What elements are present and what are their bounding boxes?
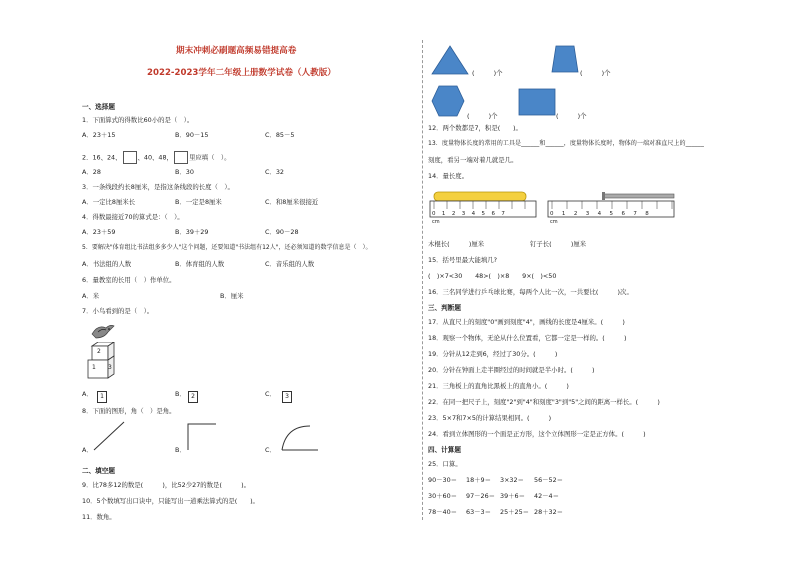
calc-row-3-col-2: 63－3＝	[466, 508, 491, 516]
calc-row-2-col-3: 39＋6＝	[500, 492, 525, 500]
question-25: 25．口算。	[428, 460, 462, 468]
q2-option-c: C．32	[265, 168, 284, 176]
section-calc: 四、计算题	[428, 446, 461, 454]
question-24: 24．看到立体图形的一个面是正方形，这个立体图形一定是正方体。( )	[428, 430, 646, 438]
q4-option-b: B．39＋29	[175, 228, 209, 236]
calc-row-3-col-4: 28＋32＝	[534, 508, 564, 516]
square-count: ( )个	[556, 112, 587, 120]
question-10: 10．5个数填写出口诀中，只能写出一道乘法算式的是( )。	[82, 497, 259, 505]
angle-figure	[186, 420, 222, 452]
question-18: 18．观察一个物体，无论从什么位置看，它都一定是一样的。( )	[428, 334, 627, 342]
square-shape	[518, 88, 556, 116]
question-22: 22．在同一把尺子上，刻度"2"到"4"和刻度"3"到"5"之间的距离一样长。( )	[428, 398, 660, 406]
q6-option-b: B．厘米	[220, 292, 244, 300]
q8-option-b: B．	[175, 446, 186, 454]
calc-row-2-col-4: 42－4＝	[534, 492, 559, 500]
question-9: 9．比78多12的数是( )，比52少27的数是( )。	[82, 481, 250, 489]
q6-option-a: A．米	[82, 292, 100, 300]
calc-row-1-col-3: 3×32＝	[500, 476, 524, 484]
q5-option-c: C．音乐组的人数	[265, 260, 315, 268]
section-choice: 一、选择题	[82, 103, 115, 111]
cube-number-top: 2	[97, 348, 101, 355]
section-fill: 二、填空题	[82, 467, 115, 475]
question-13-line1: 13．度量物体长度的常用的工具是______和______，度量物体长度时，物体的一端对准直尺上的______	[428, 140, 704, 147]
question-4: 4．得数最接近70的算式是：（ ）。	[82, 213, 184, 221]
q3-option-b: B．一定是8厘米	[175, 198, 222, 206]
q2-option-b: B．30	[175, 168, 194, 176]
q7-option-a: A．	[82, 390, 93, 398]
question-16: 16．三名同学进行乒乓球比赛，每两个人比一次，一共要比( )次。	[428, 288, 633, 296]
section-judge: 三、判断题	[428, 304, 461, 312]
question-3: 3．一条线段约长8厘米，是指这条线段的长度（ ）。	[82, 183, 234, 191]
pentagon-count: ( )个	[580, 69, 611, 77]
cube-number-side: 3	[108, 364, 112, 371]
ruler1-numbers: 01234567	[432, 211, 512, 217]
question-20: 20．分针在钟面上走半圈经过的时间就是半小时。( )	[428, 366, 595, 374]
triangle-shape	[430, 44, 470, 76]
q7-option-a-box: 1	[97, 383, 107, 403]
ruler-nail-figure	[546, 190, 678, 230]
q7-option-c-box: 3	[282, 383, 292, 403]
question-14: 14．量长度。	[428, 172, 469, 180]
ruler-stick-figure	[428, 190, 540, 230]
calc-row-1-col-1: 90－30＝	[428, 476, 458, 484]
question-7: 7．小鸟看到的是（ ）。	[82, 307, 154, 315]
hexagon-shape	[430, 84, 466, 118]
question-19: 19．分针从12走到6，经过了30分。( )	[428, 350, 558, 358]
ruler2-numbers: 012345678	[550, 211, 658, 217]
q1-option-a: A．23＋15	[82, 131, 116, 139]
exam-subtitle: 2022-2023学年二年级上册数学试卷（人教版）	[147, 68, 336, 78]
q7-option-b: B．	[175, 390, 186, 398]
q5-option-a: A．书法组的人数	[82, 260, 132, 268]
q1-option-c: C．85－5	[265, 131, 295, 139]
calc-row-1-col-4: 56－52＝	[534, 476, 564, 484]
blank-box	[174, 151, 188, 164]
q1-option-b: B．90－15	[175, 131, 209, 139]
arc-figure	[280, 422, 320, 452]
q2-option-a: A．28	[82, 168, 101, 176]
ruler1-unit: cm	[432, 219, 440, 225]
question-17: 17．从直尺上的刻度"0"画到刻度"4"，画线的长度是4厘米。( )	[428, 318, 625, 326]
q8-option-a: A．	[82, 446, 93, 454]
question-11: 11．数角。	[82, 513, 116, 521]
calc-row-1-col-2: 18＋9＝	[466, 476, 491, 484]
q14-answer-stick: 木棍长( )厘米	[428, 240, 485, 248]
q8-option-c: C．	[265, 446, 276, 454]
q5-option-b: B．体育组的人数	[175, 260, 225, 268]
hexagon-count: ( )个	[467, 112, 498, 120]
exam-title: 期末冲刺必刷题高频易错提高卷	[176, 46, 297, 56]
q4-option-c: C．90－28	[265, 228, 299, 236]
triangle-count: ( )个	[472, 69, 503, 77]
cube-number-front: 1	[92, 364, 96, 371]
slanted-line-figure	[92, 420, 128, 452]
q3-option-c: C．和8厘米很接近	[265, 198, 319, 206]
question-1: 1．下面算式的得数比60小的是（ ）。	[82, 116, 194, 124]
ruler2-unit: cm	[550, 219, 558, 225]
calc-row-2-col-2: 97－26＝	[466, 492, 496, 500]
bird-icon	[90, 322, 116, 342]
question-5: 5．要解决"体育组比书法组多多少人"这个问题，还要知道"书法组有12人"，还必须知道的数学信息是（ ）。	[82, 244, 372, 251]
calc-row-3-col-3: 25＋25＝	[500, 508, 530, 516]
column-divider	[422, 40, 423, 520]
calc-row-2-col-1: 30＋60＝	[428, 492, 458, 500]
question-13-line2: 刻度，看另一端对着几就是几。	[428, 156, 518, 164]
question-23: 23．5×7和7×5的计算结果相同。( )	[428, 414, 552, 422]
q3-option-a: A．一定比8厘米长	[82, 198, 136, 206]
cube-figure	[86, 342, 116, 380]
question-15: 15．括号里最大能填几?	[428, 256, 498, 264]
question-15-blanks: ( )×7<30 48>( )×8 9×( )<50	[428, 272, 557, 280]
blank-box	[123, 151, 137, 164]
question-2: 2．16、24、 、40、48， 里应填（ ）。	[82, 151, 231, 164]
calc-row-3-col-1: 78－40＝	[428, 508, 458, 516]
q7-option-b-box: 2	[188, 383, 198, 403]
question-6: 6．量教室的长用（ ）作单位。	[82, 276, 176, 284]
pentagon-shape	[550, 44, 580, 76]
question-12: 12．两个数都是7，积是( )。	[428, 124, 522, 132]
question-21: 21．三角板上的直角比黑板上的直角小。( )	[428, 382, 569, 390]
q14-answer-nail: 钉子长( )厘米	[530, 240, 587, 248]
question-8: 8．下面的图形，角（ ）是角。	[82, 407, 176, 415]
q7-option-c: C．	[265, 390, 276, 398]
q4-option-a: A．23＋59	[82, 228, 116, 236]
